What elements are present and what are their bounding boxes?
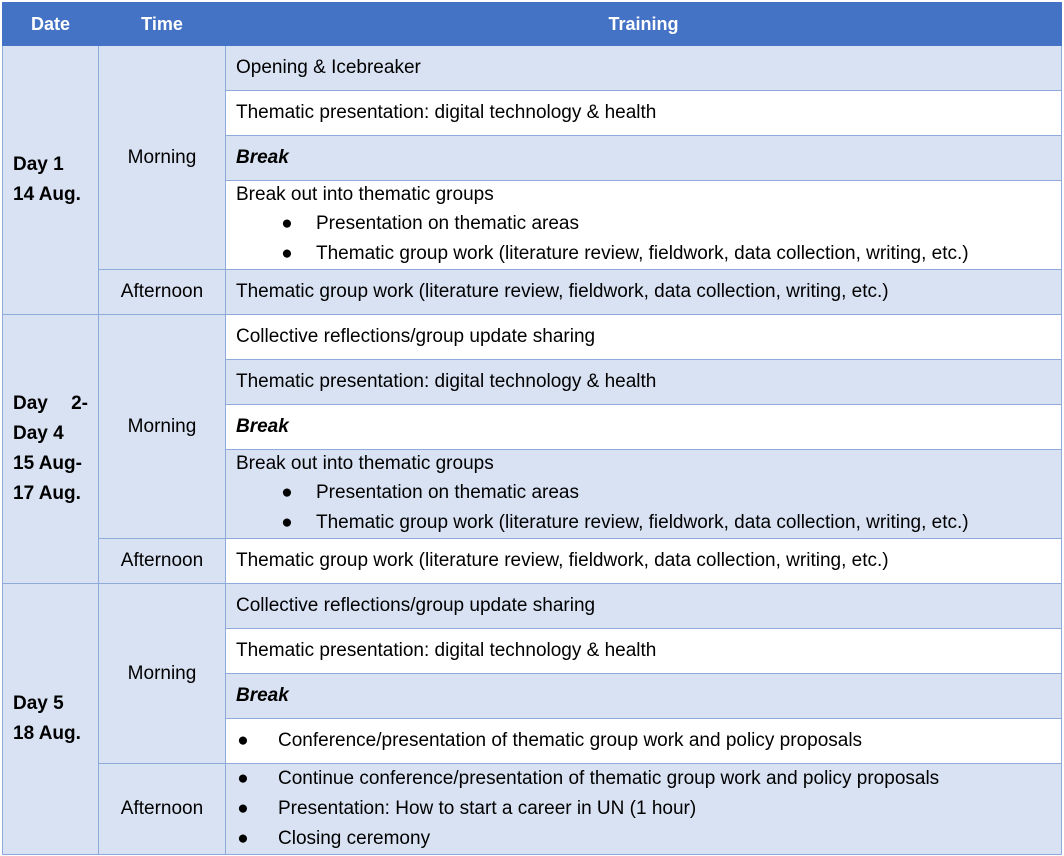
training-cell xyxy=(226,450,1062,539)
training-cell: Thematic presentation: digital technology & health xyxy=(226,360,1062,405)
bullet-icon: ● xyxy=(237,730,249,751)
table-row xyxy=(3,764,1062,855)
training-cell: Thematic presentation: digital technology & health xyxy=(226,91,1062,136)
list-item xyxy=(236,764,1051,794)
list-item xyxy=(236,209,1051,239)
list-item-text: Presentation on thematic areas xyxy=(316,213,579,234)
bullet-icon: ● xyxy=(237,798,249,819)
bullet-list xyxy=(236,478,1051,538)
bullet-icon: ● xyxy=(237,828,249,849)
training-cell: Opening & Icebreaker xyxy=(226,46,1062,91)
group-heading: Break out into thematic groups xyxy=(236,184,494,205)
list-item-text: Thematic group work (literature review, fieldwork, data collection, writing, etc.) xyxy=(316,512,969,533)
date-line: 17 Aug. xyxy=(13,483,81,504)
date-cell-day1 xyxy=(3,46,99,315)
training-schedule-table xyxy=(2,2,1062,855)
date-line: Day 1 xyxy=(13,154,64,175)
bullet-icon: ● xyxy=(281,512,293,533)
break-label: Break xyxy=(236,147,289,168)
list-item xyxy=(236,824,1051,854)
list-item-text: Closing ceremony xyxy=(278,828,431,849)
time-cell-morning: Morning xyxy=(99,46,226,270)
list-item xyxy=(236,239,1051,269)
break-label: Break xyxy=(236,416,289,437)
training-cell: Collective reflections/group update sharing xyxy=(226,584,1062,629)
table-row xyxy=(3,270,1062,315)
date-cell-day5 xyxy=(3,584,99,855)
training-cell xyxy=(226,719,1062,764)
time-cell-afternoon: Afternoon xyxy=(99,764,226,855)
training-cell: Collective reflections/group update sharing xyxy=(226,315,1062,360)
training-cell xyxy=(226,674,1062,719)
bullet-icon: ● xyxy=(281,243,293,264)
time-cell-afternoon: Afternoon xyxy=(99,270,226,315)
bullet-list xyxy=(236,764,1051,854)
training-cell: Thematic group work (literature review, fieldwork, data collection, writing, etc.) xyxy=(226,539,1062,584)
table-row xyxy=(3,584,1062,629)
list-item xyxy=(236,508,1051,538)
training-cell xyxy=(226,764,1062,855)
date-line: Day 4 xyxy=(13,423,64,444)
bullet-icon: ● xyxy=(237,768,249,789)
list-item-text: Conference/presentation of thematic group work and policy proposals xyxy=(278,730,863,751)
date-line: 15 Aug- xyxy=(13,453,82,474)
table-row xyxy=(3,539,1062,584)
training-cell xyxy=(226,405,1062,450)
time-cell-morning: Morning xyxy=(99,584,226,764)
break-label: Break xyxy=(236,685,289,706)
table-row xyxy=(3,315,1062,360)
date-line: 18 Aug. xyxy=(13,723,81,744)
training-cell xyxy=(226,181,1062,270)
bullet-icon: ● xyxy=(281,482,293,503)
header-date: Date xyxy=(3,3,99,46)
bullet-list xyxy=(236,209,1051,269)
header-training: Training xyxy=(226,3,1062,46)
date-cell-day2-4 xyxy=(3,315,99,584)
list-item xyxy=(236,794,1051,824)
training-cell xyxy=(226,136,1062,181)
list-item-text: Presentation on thematic areas xyxy=(316,482,579,503)
list-item-text: Presentation: How to start a career in UN (1 hour) xyxy=(278,798,697,819)
date-line: Day 5 xyxy=(13,693,64,714)
time-cell-morning: Morning xyxy=(99,315,226,539)
training-cell: Thematic group work (literature review, fieldwork, data collection, writing, etc.) xyxy=(226,270,1062,315)
date-line: 2- xyxy=(71,393,88,414)
header-row xyxy=(3,3,1062,46)
group-heading: Break out into thematic groups xyxy=(236,453,494,474)
list-item xyxy=(236,726,1051,756)
date-line: 14 Aug. xyxy=(13,184,81,205)
list-item xyxy=(236,478,1051,508)
header-time: Time xyxy=(99,3,226,46)
bullet-icon: ● xyxy=(281,213,293,234)
bullet-list xyxy=(236,726,1051,756)
date-line: Day xyxy=(13,393,48,414)
list-item-text: Thematic group work (literature review, fieldwork, data collection, writing, etc.) xyxy=(316,243,969,264)
time-cell-afternoon: Afternoon xyxy=(99,539,226,584)
list-item-text: Continue conference/presentation of thematic group work and policy proposals xyxy=(278,768,940,789)
training-cell: Thematic presentation: digital technology & health xyxy=(226,629,1062,674)
table-row xyxy=(3,46,1062,91)
